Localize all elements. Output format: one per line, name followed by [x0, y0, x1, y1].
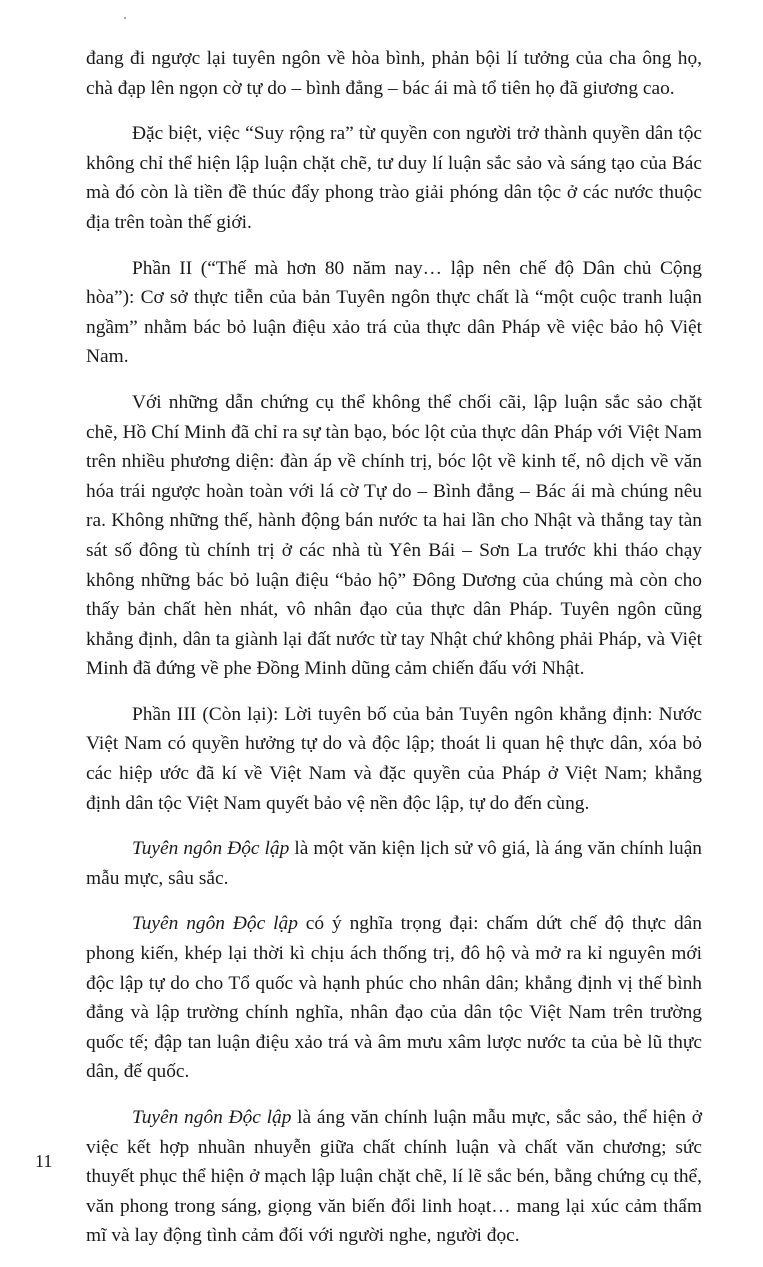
paragraph-6-italic-title: Tuyên ngôn Độc lập [132, 838, 290, 860]
paragraph-6 [86, 834, 702, 893]
paragraph-3 [86, 254, 702, 372]
paragraph-1-text: đang đi ngược lại tuyên ngôn về hòa bình, phản bội lí tưởng của cha ông họ, chà đạp lên ngọn cờ tự do – bình đẳng – bác ái mà tổ tiên họ đã giương cao. [86, 48, 702, 99]
paragraph-4-text: Với những dẫn chứng cụ thể không thể chối cãi, lập luận sắc sảo chặt chẽ, Hồ Chí Minh đã chỉ ra sự tàn bạo, bóc lột của thực dân Pháp với Việt Nam trên nhiều phương diện: đàn áp về chính trị, bóc lột về kinh tế, nô dịch về văn hóa trái ngược hoàn toàn với lá cờ Tự do – Bình đẳng – Bác ái mà chúng nêu ra. Không những thế, hành động bán nước ta hai lần cho Nhật và thẳng tay tàn sát số đông tù chính trị ở các nhà tù Yên Bái – Sơn La trước khi tháo chạy không những bác bỏ luận điệu “bảo hộ” Đông Dương của chúng mà còn cho thấy bản chất hèn nhát, vô nhân đạo của thực dân Pháp. Tuyên ngôn cũng khẳng định, dân ta giành lại đất nước từ tay Nhật chứ không phải Pháp, và Việt Minh đã đứng về phe Đồng Minh dũng cảm chiến đấu với Nhật. [86, 391, 702, 680]
paragraph-8 [86, 1103, 702, 1251]
paragraph-6-text: là một văn kiện lịch sử vô giá, là áng văn chính luận mẫu mực, sâu sắc. [86, 838, 702, 889]
paragraph-7-text: có ý nghĩa trọng đại: chấm dứt chế độ thực dân phong kiến, khép lại thời kì chịu ách thống trị, đô hộ và mở ra kỉ nguyên mới độc lập tự do cho Tổ quốc và hạnh phúc cho nhân dân; khẳng định vị thế bình đẳng và lập trường chính nghĩa, nhân đạo của dân tộc Việt Nam trên trường quốc tế; đập tan luận điệu xảo trá và âm mưu xâm lược nước ta của bè lũ thực dân, đế quốc. [86, 913, 702, 1083]
paragraph-8-italic-title: Tuyên ngôn Độc lập [132, 1107, 292, 1128]
page-number: 11 [35, 1151, 53, 1171]
paragraph-7 [86, 909, 702, 1087]
body-text [86, 44, 702, 1267]
paragraph-4 [86, 388, 702, 684]
paragraph-5-text: Phần III (Còn lại): Lời tuyên bố của bản Tuyên ngôn khẳng định: Nước Việt Nam có quyền hưởng tự do và độc lập; thoát li quan hệ thực dân, xóa bỏ các hiệp ước đã kí về Việt Nam và đặc quyền của Pháp ở Việt Nam; khẳng định dân tộc Việt Nam quyết bảo vệ nền độc lập, tự do đến cùng. [86, 703, 702, 814]
paragraph-2-text: Đặc biệt, việc “Suy rộng ra” từ quyền con người trở thành quyền dân tộc không chỉ thể hiện lập luận chặt chẽ, tư duy lí luận sắc sảo và sáng tạo của Bác mà đó còn là tiền đề thúc đẩy phong trào giải phóng dân tộc ở các nước thuộc địa trên toàn thế giới. [86, 123, 702, 233]
paragraph-1 [86, 44, 702, 103]
paragraph-7-italic-title: Tuyên ngôn Độc lập [132, 913, 298, 935]
paragraph-3-text: Phần II (“Thế mà hơn 80 năm nay… lập nên chế độ Dân chủ Cộng hòa”): Cơ sở thực tiễn của bản Tuyên ngôn thực chất là “một cuộc tranh luận ngầm” nhằm bác bỏ luận điệu xảo trá của thực dân Pháp về việc bảo hộ Việt Nam. [86, 257, 702, 368]
paragraph-2 [86, 119, 702, 237]
paragraph-8-text: là áng văn chính luận mẫu mực, sắc sảo, thể hiện ở việc kết hợp nhuần nhuyễn giữa chất chính luận và chất văn chương; sức thuyết phục thể hiện ở mạch lập luận chặt chẽ, lí lẽ sắc bén, bằng chứng cụ thể, văn phong trong sáng, giọng văn biến đổi linh hoạt… mang lại xúc cảm thẩm mĩ và lay động tình cảm đối với người nghe, người đọc. [86, 1107, 702, 1247]
scan-speck [124, 17, 126, 19]
paragraph-5 [86, 700, 702, 818]
